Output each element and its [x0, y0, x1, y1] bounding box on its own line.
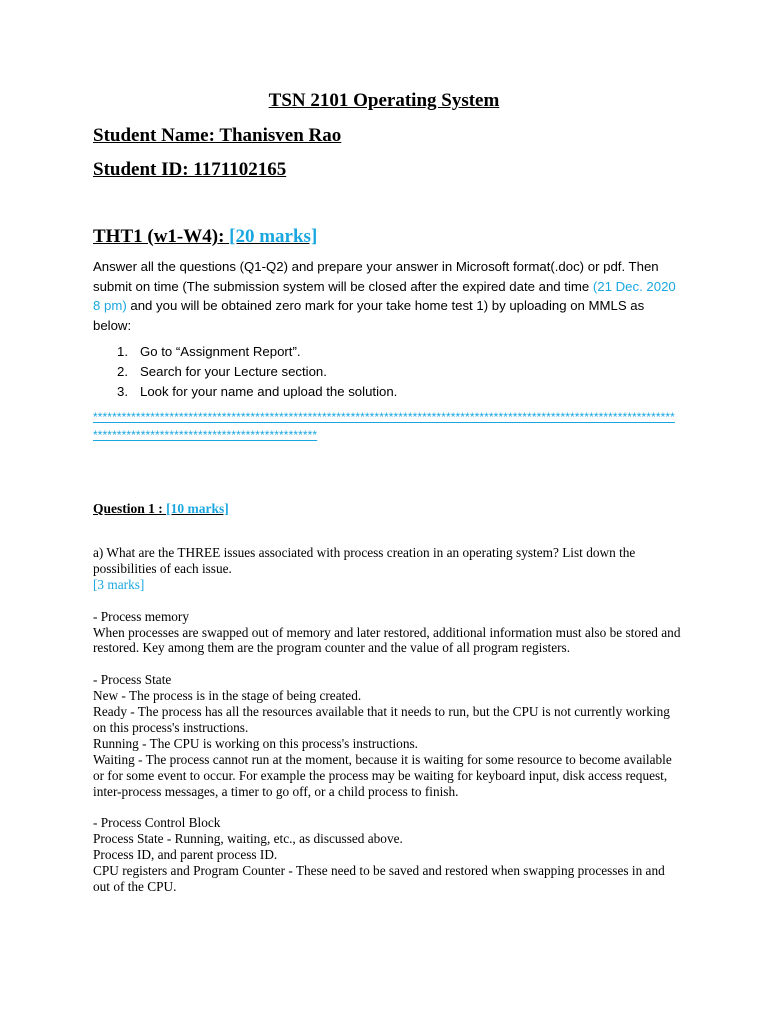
steps-list [117, 342, 397, 402]
step-number: 3. [117, 384, 128, 399]
part-a-question: a) What are the THREE issues associated with process creation in an operating system? List down the possibilities of each issue. [93, 545, 636, 576]
list-item [117, 382, 397, 402]
asterisk-separator: ************************************************************************************************************************************************************************* [93, 410, 675, 442]
step-number: 1. [117, 344, 128, 359]
state-running: Running - The CPU is working on this process's instructions. [93, 735, 418, 751]
list-item [117, 342, 397, 362]
question-1-label: Question 1 : [93, 501, 167, 516]
state-heading: - Process State [93, 672, 172, 688]
pcb-cpu: CPU registers and Program Counter - These need to be saved and restored when swapping processes in and out of the CPU. [93, 863, 665, 894]
step-text: Search for your Lecture section. [140, 364, 327, 379]
state-new: New - The process is in the stage of being created. [93, 688, 362, 704]
question-1-body [93, 545, 683, 895]
memory-text: When processes are swapped out of memory and later restored, additional information must also be stored and restored. Key among them are the program counter and the value of all program registers. [93, 624, 681, 656]
student-id: Student ID: 1171102165 [93, 159, 287, 180]
state-waiting: Waiting - The process cannot run at the moment, because it is waiting for some resource to become available or for some event to occur. For example the process may be waiting for keyboard input, disk access request, inter-process messages, a timer to go off, or a child process to finish. [93, 751, 672, 799]
test-heading [93, 225, 317, 249]
instructions-paragraph [93, 257, 683, 335]
list-item [117, 362, 397, 382]
state-ready: Ready - The process has all the resources available that it needs to run, but the CPU is not currently working on this process's instructions. [93, 704, 670, 735]
memory-heading: - Process memory [93, 608, 190, 624]
deadline-text: (21 Dec. 2020 8 pm) [93, 278, 676, 314]
test-marks: [20 marks] [229, 226, 318, 247]
instructions-text-a: Answer all the questions (Q1-Q2) and prepare your answer in Microsoft format(.doc) or pdf. Then submit on time (The submission system will be closed after the expired date and time [93, 259, 659, 294]
instructions [93, 257, 683, 335]
question-1-heading [93, 500, 229, 518]
part-a-marks: [3 marks] [93, 576, 145, 592]
test-label: THT1 (w1-W4): [93, 226, 230, 247]
document-title: TSN 2101 Operating System [268, 90, 500, 111]
question-1-marks: [10 marks] [166, 501, 229, 516]
pcb-state: Process State - Running, waiting, etc., as discussed above. [93, 831, 403, 847]
instructions-text-b: and you will be obtained zero mark for your take home test 1) by uploading on MMLS as below: [93, 298, 645, 333]
pcb-id: Process ID, and parent process ID. [93, 847, 278, 863]
step-number: 2. [117, 364, 128, 379]
step-text: Go to “Assignment Report”. [140, 344, 301, 359]
step-text: Look for your name and upload the solution. [140, 384, 398, 399]
pcb-heading: - Process Control Block [93, 815, 221, 831]
student-name: Student Name: Thanisven Rao [93, 125, 342, 146]
